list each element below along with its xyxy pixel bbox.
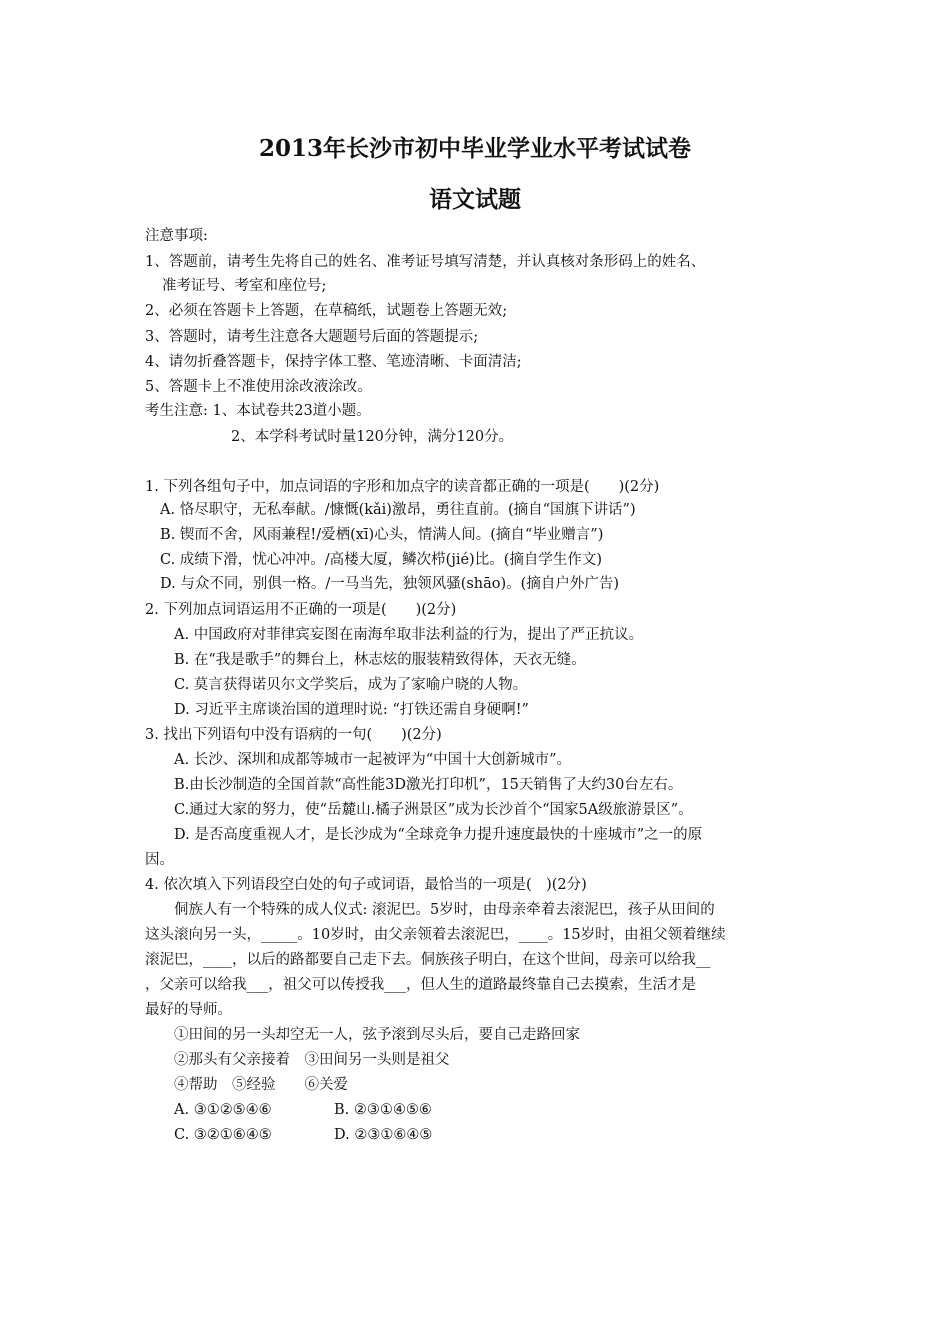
question-stem: 2. 下列加点词语运用不正确的一项是( )(2分) — [145, 602, 457, 618]
answer-option: A. 恪尽职守，无私奉献。/慷慨(kǎi)激昂，勇往直前。(摘自“国旗下讲话”) — [160, 502, 636, 518]
notice-item: 准考证号、考室和座位号; — [162, 278, 327, 294]
answer-option: B. 在“我是歌手”的舞台上，林志炫的服装精致得体，天衣无缝。 — [174, 652, 586, 668]
passage-line: 这头滚向另一头，_____。10岁时，由父亲领着去滚泥巴，____。15岁时，由祖父领着继续 — [145, 927, 726, 943]
answer-option: D. ②③①⑥④⑤ — [334, 1127, 433, 1143]
answer-option: C. 莫言获得诺贝尔文学奖后，成为了家喻户晓的人物。 — [174, 677, 528, 693]
notice-item: 3、答题时，请考生注意各大题题号后面的答题提示; — [145, 329, 479, 345]
notice-item: 4、请勿折叠答题卡，保持字体工整、笔迹清晰、卡面清洁; — [145, 354, 522, 370]
answer-option: C.通过大家的努力，使“岳麓山.橘子洲景区”成为长沙首个“国家5A级旅游景区”。 — [174, 802, 693, 818]
notice-heading: 注意事项: — [145, 228, 208, 244]
passage-line: ，父亲可以给我___，祖父可以传授我___，但人生的道路最终靠自己去摸索，生活才是 — [145, 977, 696, 993]
answer-option: B.由长沙制造的全国首款“高性能3D激光打印机”，15天销售了大约30台左右。 — [174, 777, 683, 793]
notice-item: 5、答题卡上不准使用涂改液涂改。 — [145, 379, 372, 395]
answer-option: D. 与众不同，别俱一格。/一马当先，独领风骚(shāo)。(摘自户外广告) — [160, 576, 619, 592]
answer-option: B. ②③①④⑤⑥ — [334, 1102, 432, 1118]
answer-option: B. 锲而不舍，风雨兼程!/爱栖(xī)心头，情满人间。(摘自“毕业赠言”) — [160, 527, 604, 543]
answer-option: D. 是否高度重视人才，是长沙成为“全球竞争力提升速度最快的十座城市”之一的原 — [174, 827, 703, 843]
question-stem: 3. 找出下列语句中没有语病的一句( )(2分) — [145, 727, 442, 743]
choice-sentence: ②那头有父亲接着 ③田间另一头则是祖父 — [174, 1052, 450, 1068]
notice-item: 1、答题前，请考生先将自己的姓名、准考证号填写清楚，并认真核对条形码上的姓名、 — [145, 254, 706, 270]
candidate-note: 考生注意: 1、本试卷共23道小题。 — [145, 403, 371, 419]
choice-words: ④帮助 ⑤经验 ⑥关爱 — [174, 1077, 348, 1093]
passage-line: 侗族人有一个特殊的成人仪式: 滚泥巴。5岁时，由母亲牵着去滚泥巴，孩子从田间的 — [174, 902, 715, 918]
candidate-note: 2、本学科考试时量120分钟，满分120分。 — [231, 429, 514, 445]
question-stem: 1. 下列各组句子中，加点词语的字形和加点字的读音都正确的一项是( )(2分) — [145, 479, 660, 495]
passage-line: 滚泥巴，____，以后的路都要自己走下去。侗族孩子明白，在这个世间，母亲可以给我__ — [145, 952, 711, 968]
passage-line: 最好的导师。 — [145, 1002, 232, 1018]
answer-option: C. 成绩下滑，忧心冲冲。/高楼大厦，鳞次栉(jié)比。(摘自学生作文) — [160, 552, 603, 568]
answer-option: C. ③②①⑥④⑤ — [174, 1127, 272, 1143]
answer-option: A. 中国政府对菲律宾妄图在南海牟取非法利益的行为，提出了严正抗议。 — [174, 627, 644, 643]
exam-subtitle: 语文试题 — [429, 186, 521, 213]
notice-item: 2、必须在答题卡上答题，在草稿纸，试题卷上答题无效; — [145, 303, 508, 319]
answer-option: A. ③①②⑤④⑥ — [174, 1102, 272, 1118]
answer-option: D. 习近平主席谈治国的道理时说: “打铁还需自身硬啊!” — [174, 702, 529, 718]
question-stem: 4. 依次填入下列语段空白处的句子或词语，最恰当的一项是( )(2分) — [145, 877, 587, 893]
choice-sentence: ①田间的另一头却空无一人，弦予滚到尽头后，要自己走路回家 — [174, 1027, 580, 1043]
answer-option: A. 长沙、深圳和成都等城市一起被评为“中国十大创新城市”。 — [174, 752, 572, 768]
answer-option-continued: 因。 — [145, 852, 174, 868]
exam-title: 2013年长沙市初中毕业学业水平考试试卷 — [258, 135, 691, 162]
